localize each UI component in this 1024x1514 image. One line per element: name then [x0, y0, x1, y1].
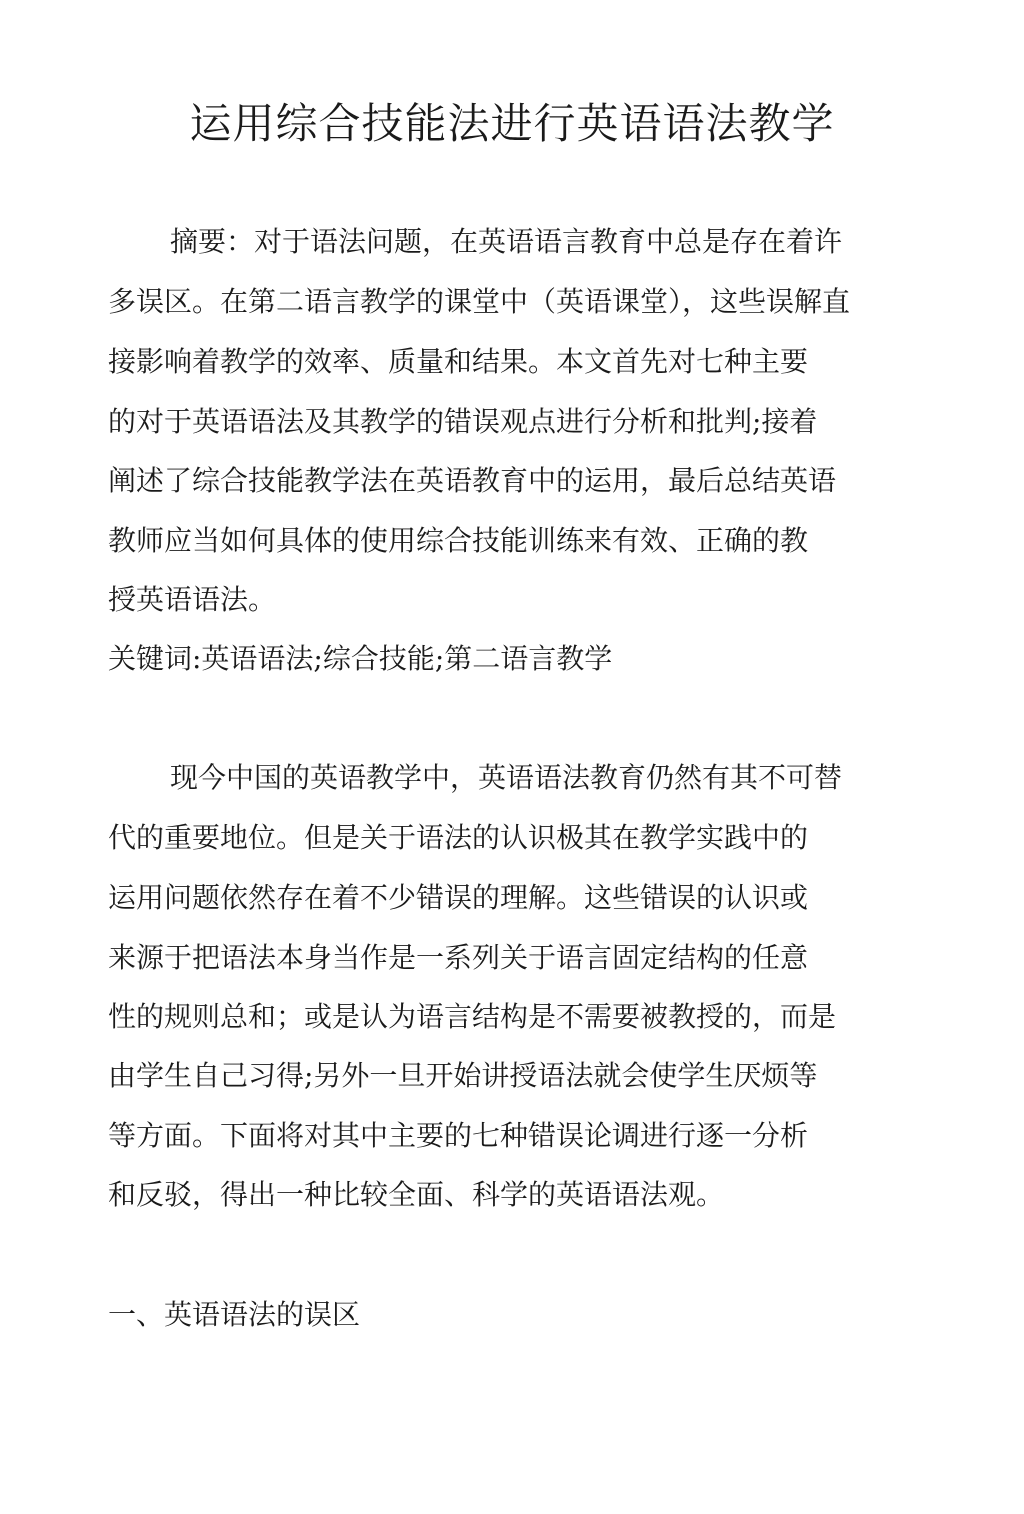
abstract-line: 授英语语法。 — [108, 583, 277, 616]
section-heading: 一、英语语法的误区 — [108, 1298, 361, 1331]
intro-line: 和反驳，得出一种比较全面、科学的英语语法观。 — [108, 1178, 725, 1211]
intro-line: 性的规则总和；或是认为语言结构是不需要被教授的，而是 — [108, 1000, 837, 1033]
abstract-line: 摘要：对于语法问题，在英语语言教育中总是存在着许 — [170, 225, 843, 258]
document-title: 运用综合技能法进行英语语法教学 — [189, 99, 835, 148]
abstract-line: 多误区。在第二语言教学的课堂中（英语课堂），这些误解直 — [108, 285, 851, 318]
abstract-line: 教师应当如何具体的使用综合技能训练来有效、正确的教 — [108, 524, 809, 557]
intro-line: 运用问题依然存在着不少错误的理解。这些错误的认识或 — [108, 881, 809, 914]
abstract-line: 阐述了综合技能教学法在英语教育中的运用，最后总结英语 — [108, 464, 837, 497]
intro-line: 来源于把语法本身当作是一系列关于语言固定结构的任意 — [108, 941, 809, 974]
intro-line: 代的重要地位。但是关于语法的认识极其在教学实践中的 — [108, 821, 809, 854]
abstract-line: 接影响着教学的效率、质量和结果。本文首先对七种主要 — [108, 345, 809, 378]
intro-line: 现今中国的英语教学中，英语语法教育仍然有其不可替 — [170, 761, 843, 794]
keywords-line: 关键词:英语语法;综合技能;第二语言教学 — [108, 642, 613, 675]
intro-line: 由学生自己习得;另外一旦开始讲授语法就会使学生厌烦等 — [108, 1059, 818, 1092]
intro-line: 等方面。下面将对其中主要的七种错误论调进行逐一分析 — [108, 1119, 809, 1152]
abstract-line: 的对于英语语法及其教学的错误观点进行分析和批判;接着 — [108, 405, 818, 438]
